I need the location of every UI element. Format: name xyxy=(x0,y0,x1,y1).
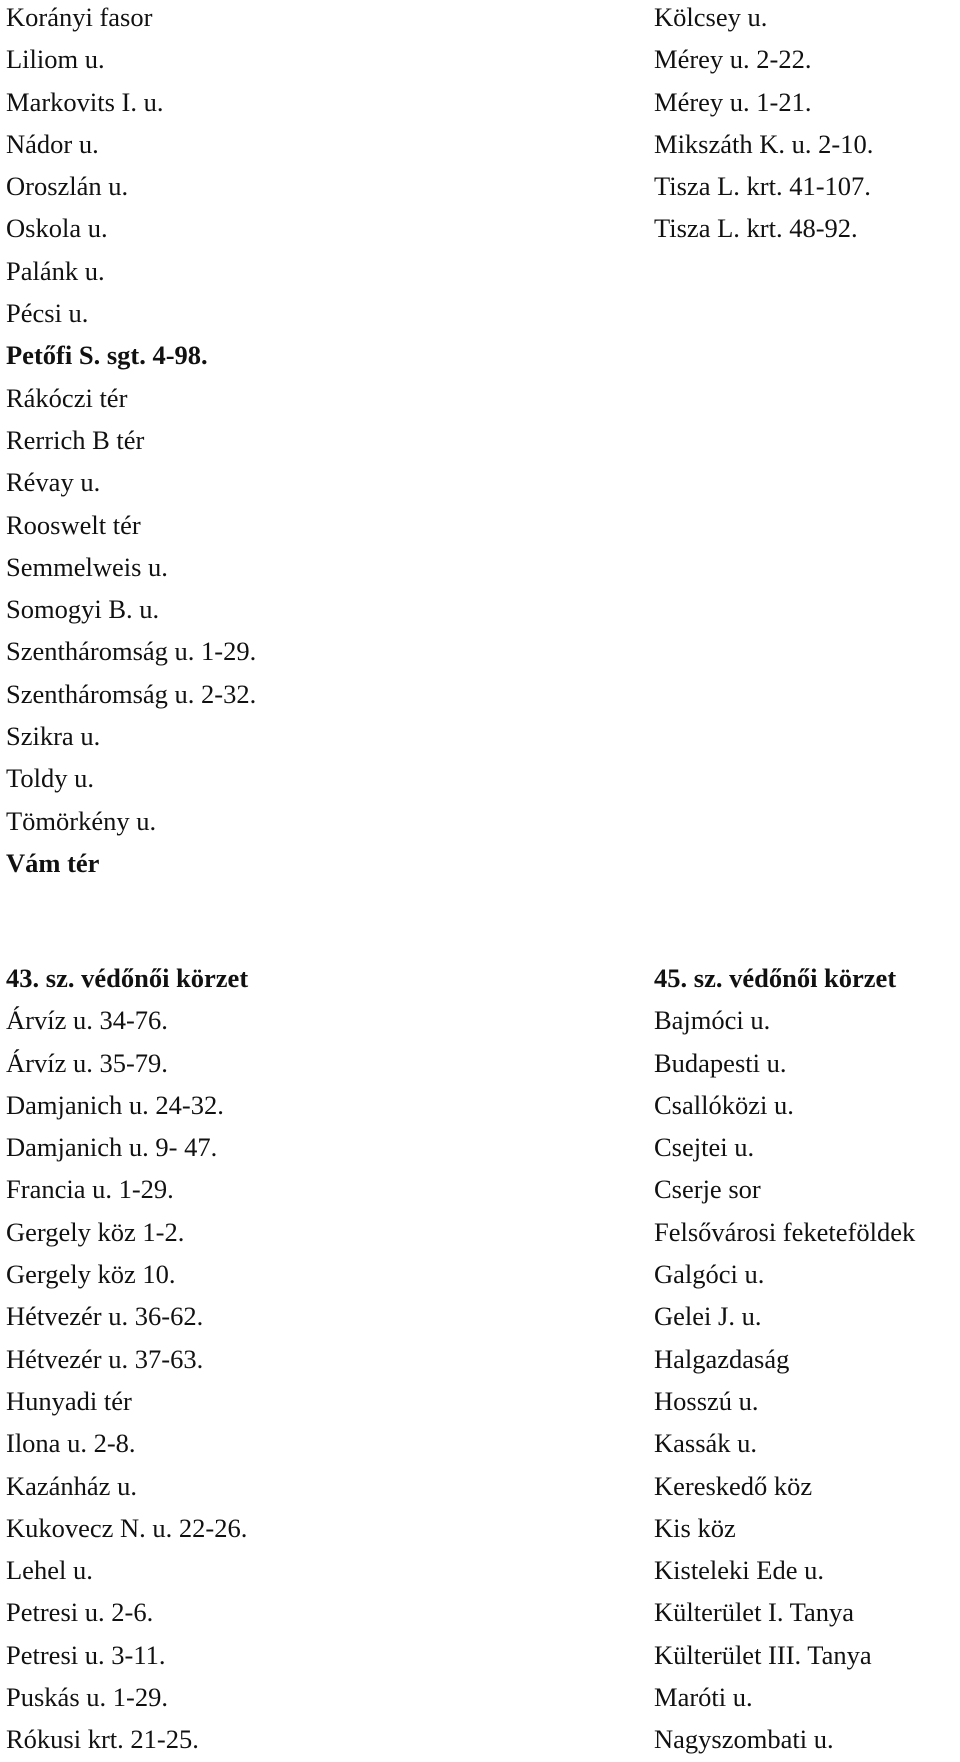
street-list-item: Révay u. xyxy=(6,467,101,498)
street-list-item: Árvíz u. 35-79. xyxy=(6,1047,168,1078)
street-list-item: Mikszáth K. u. 2-10. xyxy=(654,128,874,159)
street-list-item: Rákóczi tér xyxy=(6,382,128,413)
street-list-item: Kukovecz N. u. 22-26. xyxy=(6,1512,248,1543)
street-list-item: Lehel u. xyxy=(6,1555,93,1586)
street-list-item: Oroszlán u. xyxy=(6,171,129,202)
street-list-item: Galgóci u. xyxy=(654,1259,765,1290)
street-list-item: Pécsi u. xyxy=(6,298,89,329)
street-list-item: Toldy u. xyxy=(6,763,94,794)
street-list-item: Külterület III. Tanya xyxy=(654,1639,872,1670)
top-left-street-list xyxy=(6,0,256,884)
street-list-item: Maróti u. xyxy=(654,1682,753,1713)
street-list-item: Tisza L. krt. 48-92. xyxy=(654,213,858,244)
street-list-item: Rókusi krt. 21-25. xyxy=(6,1724,199,1755)
street-list-item: Mérey u. 1-21. xyxy=(654,86,812,117)
street-list-item: Petresi u. 3-11. xyxy=(6,1639,166,1670)
street-list-item: Felsővárosi feketeföldek xyxy=(654,1216,916,1247)
district-43-section xyxy=(6,957,248,1761)
street-list-item: Petőfi S. sgt. 4-98. xyxy=(6,340,208,371)
street-list-item: Hétvezér u. 36-62. xyxy=(6,1301,204,1332)
street-list-item: Kereskedő köz xyxy=(654,1470,813,1501)
street-list-item: Budapesti u. xyxy=(654,1047,787,1078)
street-list-item: Mérey u. 2-22. xyxy=(654,44,812,75)
street-list-item: Puskás u. 1-29. xyxy=(6,1682,168,1713)
street-list-item: Halgazdaság xyxy=(654,1343,790,1374)
street-list-item: Bajmóci u. xyxy=(654,1005,771,1036)
street-list-item: Hosszú u. xyxy=(654,1385,759,1416)
street-list-item: Tisza L. krt. 41-107. xyxy=(654,171,871,202)
street-list-item: Somogyi B. u. xyxy=(6,594,160,625)
street-list-item: Semmelweis u. xyxy=(6,551,168,582)
street-list-item: Kölcsey u. xyxy=(654,2,768,32)
street-list-item: Markovits I. u. xyxy=(6,86,164,117)
street-list-item: Kis köz xyxy=(654,1512,736,1543)
street-list-item: Szikra u. xyxy=(6,721,101,752)
street-list-item: Petresi u. 2-6. xyxy=(6,1597,154,1628)
street-list-item: Külterület I. Tanya xyxy=(654,1597,855,1628)
street-list-item: Tömörkény u. xyxy=(6,805,157,836)
street-list-item: Hétvezér u. 37-63. xyxy=(6,1343,204,1374)
street-list-item: Francia u. 1-29. xyxy=(6,1174,174,1205)
street-list-item: Oskola u. xyxy=(6,213,108,244)
district-45-section xyxy=(654,957,915,1761)
street-list-item: Cserje sor xyxy=(654,1174,761,1205)
district-43-heading: 43. sz. védőnői körzet xyxy=(6,963,249,993)
street-list-item: Vám tér xyxy=(6,847,100,878)
street-list-item: Csallóközi u. xyxy=(654,1089,794,1120)
street-list-item: Szentháromság u. 1-29. xyxy=(6,636,257,667)
street-list-item: Nádor u. xyxy=(6,128,99,159)
street-list-item: Kazánház u. xyxy=(6,1470,137,1501)
district-43-street-list xyxy=(6,999,248,1760)
street-list-item: Kisteleki Ede u. xyxy=(654,1555,824,1586)
street-list-item: Ilona u. 2-8. xyxy=(6,1428,136,1459)
street-list-item: Korányi fasor xyxy=(6,2,153,32)
street-list-item: Liliom u. xyxy=(6,44,105,75)
street-list-item: Gergely köz 10. xyxy=(6,1259,176,1290)
street-list-item: Szentháromság u. 2-32. xyxy=(6,678,257,709)
street-list-item: Kassák u. xyxy=(654,1428,758,1459)
street-list-item: Nagyszombati u. xyxy=(654,1724,834,1755)
street-list-item: Rooswelt tér xyxy=(6,509,141,540)
street-list-item: Gergely köz 1-2. xyxy=(6,1216,185,1247)
street-list-item: Damjanich u. 24-32. xyxy=(6,1089,224,1120)
street-list-item: Árvíz u. 34-76. xyxy=(6,1005,168,1036)
district-45-street-list xyxy=(654,999,915,1760)
street-list-item: Gelei J. u. xyxy=(654,1301,762,1332)
street-list-item: Palánk u. xyxy=(6,255,105,286)
street-list-item: Hunyadi tér xyxy=(6,1385,132,1416)
street-list-item: Rerrich B tér xyxy=(6,424,145,455)
top-right-street-list xyxy=(654,0,873,250)
district-45-heading: 45. sz. védőnői körzet xyxy=(654,963,897,993)
street-list-item: Damjanich u. 9- 47. xyxy=(6,1132,218,1163)
street-list-item: Csejtei u. xyxy=(654,1132,755,1163)
